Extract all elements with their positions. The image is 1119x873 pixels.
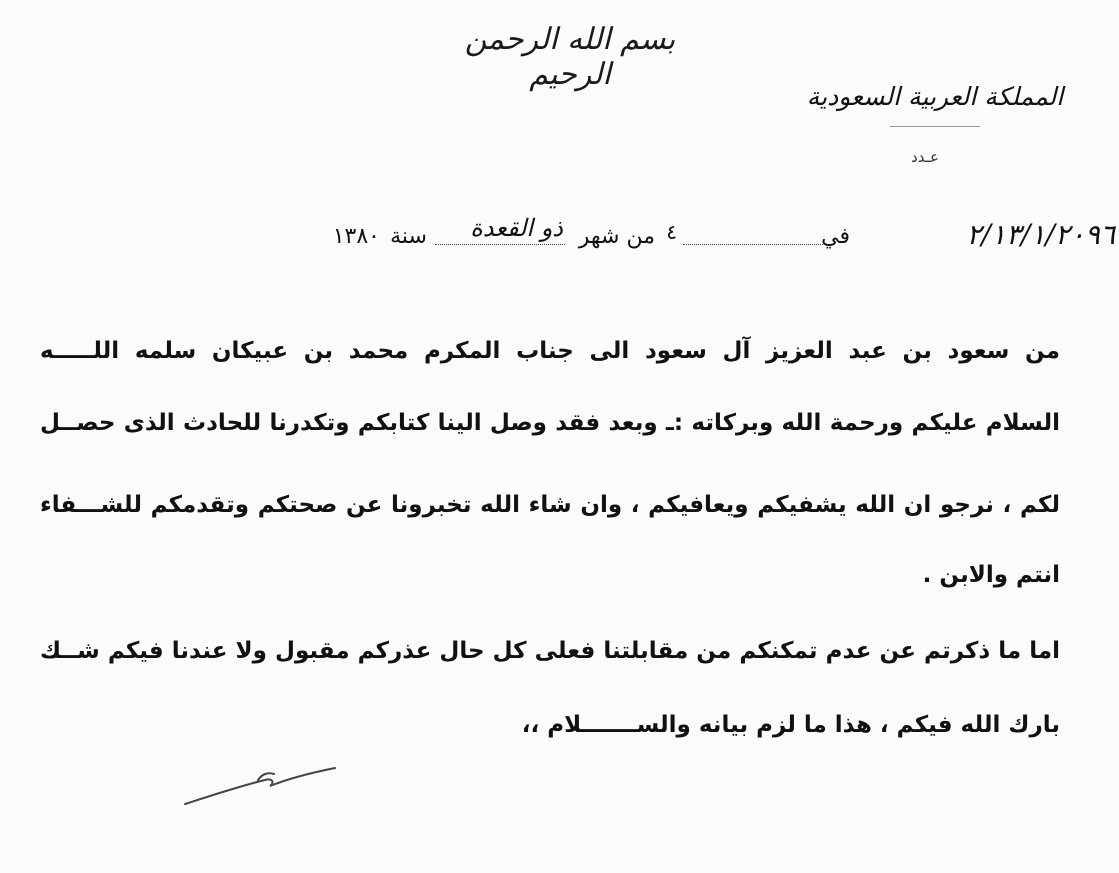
letterhead-divider	[890, 126, 980, 127]
year-label: سنة	[390, 224, 427, 249]
date-line	[285, 214, 1115, 262]
reference-number-label: عـدد	[911, 148, 939, 166]
month-label: من شهر	[578, 224, 655, 249]
kingdom-letterhead: المملكة العربية السعودية	[806, 82, 1064, 111]
letter-line-3: لكم ، نرجو ان الله يشفيكم ويعافيكم ، وان شاء الله تخبرونا عن صحتكم وتقدمكم للشـــفاء	[40, 492, 1060, 518]
day-mark: ٤	[666, 220, 677, 244]
letter-line-5: اما ما ذكرتم عن عدم تمكنكم من مقابلتنا فعلى كل حال عذركم مقبول ولا عندنا فيكم شــك	[40, 638, 1060, 664]
handwritten-reference-number: ٢/١٣/١/٢٠٩٦	[966, 218, 1115, 251]
handwritten-signature	[180, 760, 350, 810]
date-fi-label: في	[821, 224, 850, 249]
letter-line-2: السلام عليكم ورحمة الله وبركاته :ـ وبعد فقد وصل الينا كتابكم وتكدرنا للحادث الذى حصــل	[40, 410, 1060, 436]
day-field	[683, 224, 823, 251]
basmala-heading: بسم الله الرحمن الرحيم	[464, 22, 676, 92]
handwritten-month: ذو القعدة	[470, 214, 563, 242]
day-dotted-line	[683, 224, 823, 245]
year-value: ١٣٨٠	[332, 224, 380, 249]
letter-line-6: بارك الله فيكم ، هذا ما لزم بيانه والســـــــلام ،،	[521, 712, 1060, 738]
letter-line-1: من سعود بن عبد العزيز آل سعود الى جناب المكرم محمد بن عبيكان سلمه اللـــــه	[40, 338, 1060, 364]
letter-line-4: انتم والابن .	[922, 562, 1060, 588]
